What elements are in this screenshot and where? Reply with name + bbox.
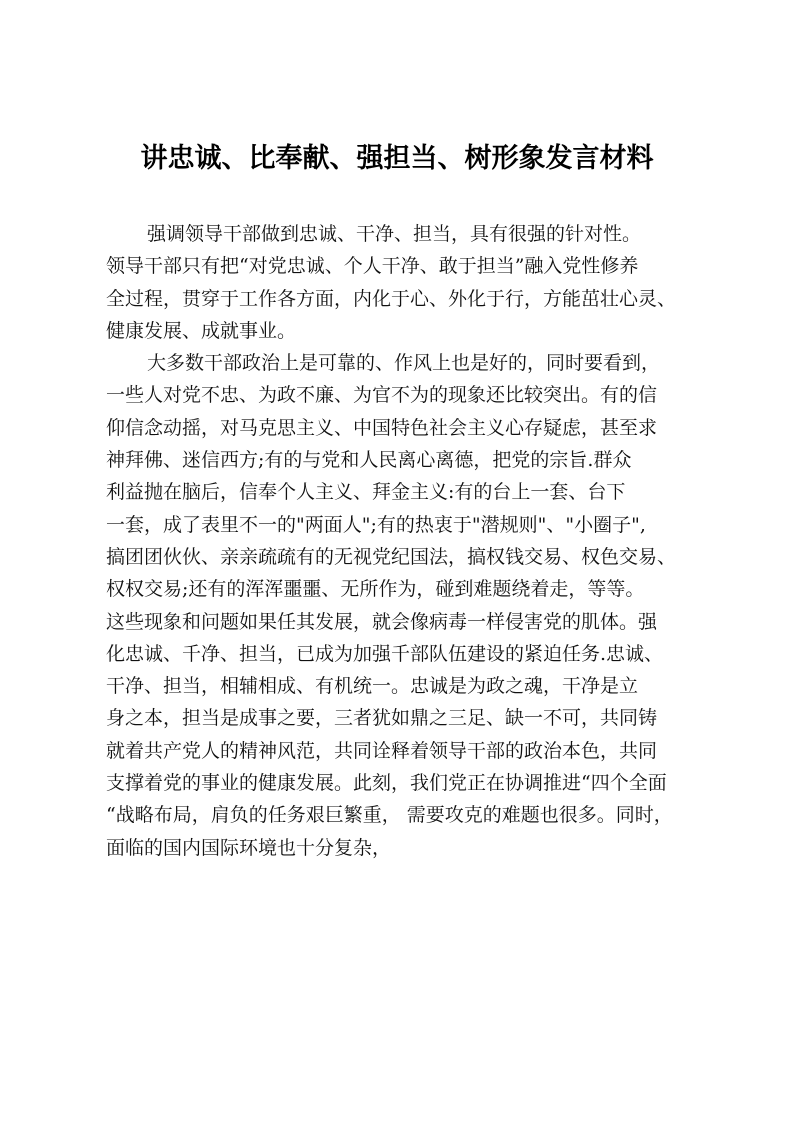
paragraph-1-line: 健康发展、成就事业。 <box>106 319 297 342</box>
paragraph-2-line: 权权交易;还有的浑浑噩噩、无所作为，碰到难题绕着走，等等。 <box>106 578 645 601</box>
paragraph-1-line: 领导干部只有把“对党忠诚、个人干净、敢于担当”融入党性修养 <box>106 255 639 278</box>
paragraph-2-line: 面临的国内国际环境也十分复杂， <box>106 836 392 859</box>
paragraph-2-line: 干净、担当，相辅相成、有机统一。忠诚是为政之魂，干净是立 <box>106 675 639 698</box>
paragraph-2-line: 支撑着党的事业的健康发展。此刻，我们党正在协调推进“四个全面 <box>106 772 667 795</box>
paragraph-2-line: 搞团团伙伙、亲亲疏疏有的无视党纪国法，搞权钱交易、权色交易、 <box>106 545 677 568</box>
paragraph-2-line: 大多数干部政治上是可靠的、作风上也是好的，同时要看到， <box>147 352 661 375</box>
document-title: 讲忠诚、比奉献、强担当、树形象发言材料 <box>140 143 654 174</box>
paragraph-1-line: 强调领导干部做到忠诚、干净、担当，具有很强的针对性。 <box>147 223 642 245</box>
paragraph-2-line: “战略布局，肩负的任务艰巨繁重， 需要攻克的难题也很多。同时， <box>106 804 673 827</box>
paragraph-2-line: 就着共产党人的精神风范，共同诠释着领导干部的政治本色，共同 <box>106 739 658 762</box>
paragraph-2-line: 神拜佛、迷信西方;有的与党和人民离心离德，把党的宗旨.群众 <box>106 449 632 472</box>
paragraph-2-line: 这些现象和问题如果任其发展，就会像病毒一样侵害党的肌体。强 <box>106 610 658 633</box>
paragraph-2-line: 一套，成了表里不一的"两面人";有的热衷于"潜规则"、"小圈子", <box>106 513 646 536</box>
paragraph-2-line: 身之本，担当是成事之要，三者犹如鼎之三足、缺一不可，共同铸 <box>106 707 658 730</box>
paragraph-1-line: 全过程，贯穿于工作各方面，内化于心、外化于行，方能茁壮心灵、 <box>106 287 677 310</box>
paragraph-2-line: 化忠诚、千净、担当，已成为加强千部队伍建设的紧迫任务.忠诚、 <box>106 642 664 665</box>
paragraph-2-line: 仰信念动摇，对马克思主义、中国特色社会主义心存疑虑，甚至求 <box>106 416 658 439</box>
document-body <box>106 218 726 864</box>
paragraph-2-line: 一些人对党不忠、为政不廉、为官不为的现象还比较突出。有的信 <box>106 384 658 407</box>
paragraph-2-line: 利益抛在脑后，信奉个人主义、拜金主义:有的台上一套、台下 <box>106 481 626 504</box>
